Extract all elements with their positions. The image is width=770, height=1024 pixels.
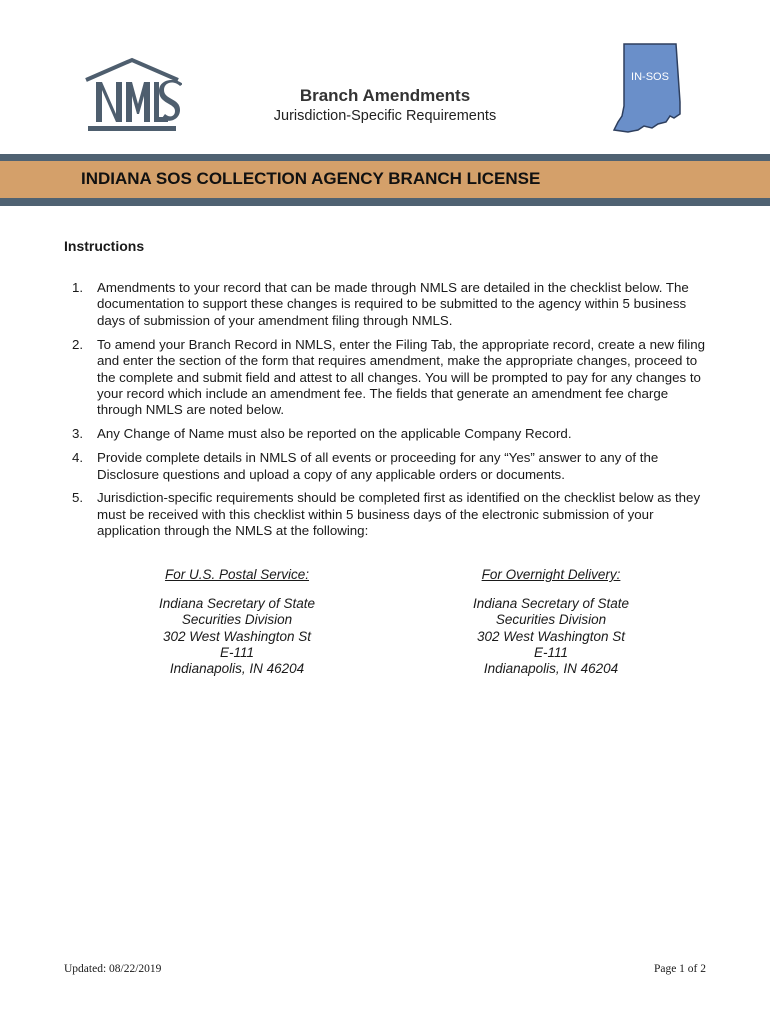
address-line: Indiana Secretary of State	[158, 596, 316, 612]
address-line: Indianapolis, IN 46204	[169, 661, 305, 677]
address-line: E-111	[219, 644, 255, 660]
banner-stripe-bottom	[0, 198, 770, 206]
item-number: 1.	[72, 280, 84, 295]
instruction-item	[65, 280, 715, 329]
item-text: To amend your Branch Record in NMLS, enter the Filing Tab, the appropriate record, create a new filing and enter the section of the form that requires amendment, make the appropriate changes, proceed to the complete and submit field and attest to all changes. You will be prompted to pay for any changes to your record which include an amendment fee. The fields that generate an amendment fee charge through NMLS are noted below.	[97, 336, 706, 418]
item-text: Amendments to your record that can be made through NMLS are detailed in the checklist below. The documentation to support these changes is required to be submitted to the agency within 5 business days of submission of your amendment filing through NMLS.	[97, 280, 689, 328]
address-line: Indianapolis, IN 46204	[483, 661, 619, 677]
address-line: E-111	[533, 644, 569, 660]
overnight-heading: For Overnight Delivery:	[481, 567, 621, 582]
license-title: INDIANA SOS COLLECTION AGENCY BRANCH LICENSE	[81, 169, 541, 188]
item-text: Jurisdiction-specific requirements should be completed first as identified on the checklist below as they must be received with this checklist within 5 business days of the electronic submission of your application through the NMLS at the following:	[97, 490, 701, 539]
instruction-item	[65, 490, 715, 539]
item-text: Any Change of Name must also be reported on the applicable Company Record.	[97, 426, 572, 442]
overnight-address-block	[451, 567, 651, 677]
item-number: 3.	[72, 426, 84, 442]
indiana-map-icon	[610, 42, 686, 134]
address-line: 302 West Washington St	[476, 628, 626, 644]
item-number: 2.	[72, 336, 84, 352]
page-subtitle: Jurisdiction-Specific Requirements	[273, 108, 497, 124]
instruction-item	[65, 426, 715, 442]
license-banner	[0, 161, 770, 198]
item-number: 4.	[72, 450, 84, 466]
banner-stripe-top	[0, 154, 770, 161]
postal-heading: For U.S. Postal Service:	[164, 567, 310, 582]
postal-address-block	[137, 567, 337, 677]
item-text: Provide complete details in NMLS of all events or proceeding for any “Yes” answer to any of the Disclosure questions and upload a copy of any applicable orders or documents.	[97, 450, 659, 482]
item-number: 5.	[72, 490, 84, 506]
page-title: Branch Amendments	[299, 86, 471, 105]
address-line: 302 West Washington St	[162, 628, 312, 644]
state-badge: IN-SOS	[631, 71, 669, 83]
updated-date: Updated: 08/22/2019	[64, 963, 162, 975]
instructions-list	[65, 280, 715, 547]
address-line: Indiana Secretary of State	[472, 596, 630, 612]
instructions-heading: Instructions	[64, 238, 145, 254]
instruction-item	[65, 450, 715, 483]
page-number: Page 1 of 2	[653, 963, 706, 975]
address-line: Securities Division	[181, 612, 293, 628]
address-line: Securities Division	[495, 612, 607, 628]
instruction-item	[65, 337, 715, 419]
